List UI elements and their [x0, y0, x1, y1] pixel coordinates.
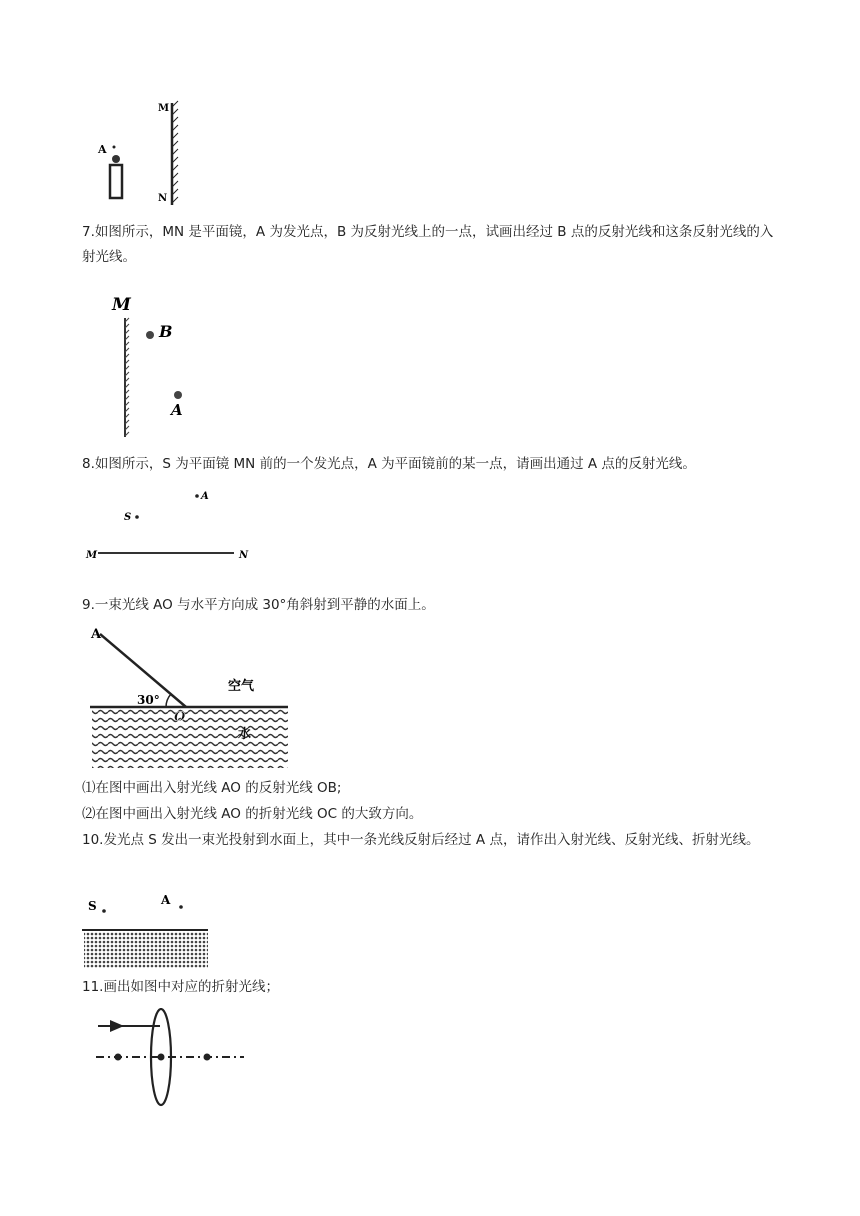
q10-text: 10.发光点 S 发出一束光投射到水面上，其中一条光线反射后经过 A 点，请作出入射光线、反射光线、折射光线。 [82, 832, 760, 848]
fig11-ray-arrow [110, 1020, 124, 1032]
fig9-label-a: A [91, 627, 102, 642]
fig10-water-surface [82, 888, 212, 970]
fig10-label-a: A [161, 893, 171, 907]
q11-text: 11.画出如图中对应的折射光线； [82, 979, 279, 995]
fig8-label-a: A [201, 491, 209, 502]
q9-sub2: ⑵在图中画出入射光线 AO 的折射光线 OC 的大致方向。 [82, 806, 423, 822]
fig9-angle-arc [166, 694, 171, 707]
q8-text: 8.如图所示，S 为平面镜 MN 前的一个发光点，A 为平面镜前的某一点，请画出通过 A 点的反射光线。 [82, 456, 696, 472]
fig10-label-s: S [88, 899, 97, 913]
fig7-mirror-points [105, 292, 215, 442]
q9-sub1: ⑴在图中画出入射光线 AO 的反射光线 OB; [82, 780, 342, 796]
fig10-point-s [102, 909, 106, 913]
fig7-point-b [146, 331, 154, 339]
fig8-point-a [195, 494, 199, 498]
fig11-focal-point-right [204, 1054, 211, 1061]
fig9-water-surface [88, 620, 290, 770]
fig10-water [84, 932, 208, 968]
fig8-label-m: M [86, 550, 98, 561]
fig6-candle-mirror [90, 95, 210, 210]
fig11-optical-center [158, 1054, 165, 1061]
fig10-point-a [179, 905, 183, 909]
fig7-label-a: A [171, 401, 183, 419]
fig6-candle [110, 165, 122, 198]
fig7-label-m: M [112, 295, 131, 315]
fig8-label-n: N [239, 550, 249, 561]
fig7-label-b: B [159, 322, 173, 341]
fig8-point-s [135, 515, 139, 519]
fig9-water [92, 708, 288, 768]
fig6-point-a [113, 146, 116, 149]
fig9-label-water: 水 [238, 727, 252, 742]
fig9-label-angle: 30° [137, 693, 160, 707]
fig7-point-a [174, 391, 182, 399]
q9-text: 9.一束光线 AO 与水平方向成 30°角斜射到平静的水面上。 [82, 597, 435, 613]
fig8-label-s: S [124, 512, 132, 523]
fig11-convex-lens [90, 1008, 250, 1113]
q7-text: 7.如图所示，MN 是平面镜，A 为发光点，B 为反射光线上的一点，试画出经过 B 点的反射光线和这条反射光线的入射光线。 [82, 224, 774, 265]
fig8-mirror-points [82, 484, 262, 564]
fig6-label-a: A [98, 143, 107, 156]
fig6-label-m: M [158, 103, 170, 114]
fig9-label-o: O [174, 710, 186, 725]
fig11-focal-point-left [115, 1054, 122, 1061]
fig9-label-air: 空气 [228, 679, 255, 694]
fig6-label-n: N [158, 193, 168, 204]
fig6-flame [112, 155, 120, 163]
